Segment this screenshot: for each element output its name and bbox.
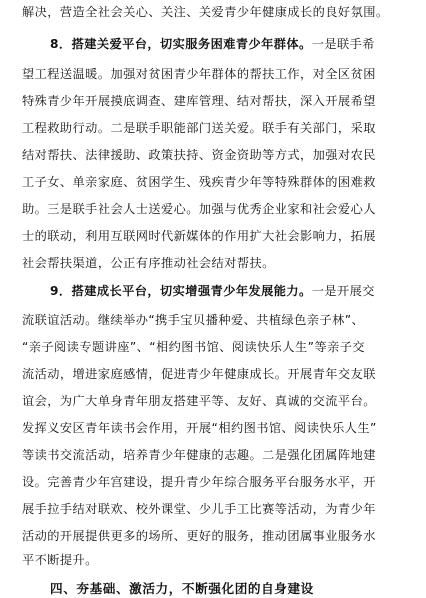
text-line: 社会帮扶渠道，公正有序推动社会结对帮扶。	[22, 256, 275, 270]
text-line: 展手拉手结对联欢、校外课堂、少儿手工比赛等活动，为青少年	[22, 502, 376, 516]
text-line: 设。完善青少年宫建设，提升青少年综合服务平台服务水平，开	[22, 475, 376, 489]
text-line: 助。三是联手社会人士送爱心。加强与优秀企业家和社会爱心人	[22, 202, 376, 216]
text-line: 解决，营造全社会关心、关注、关爱青少年健康成长的良好氛围。	[22, 5, 389, 19]
paragraph-9-lead: 一是开展交	[311, 284, 375, 298]
text-line: 士的联动，利用互联网时代新媒体的作用扩大社会影响力，拓展	[22, 229, 376, 243]
text-line: 工子女、单亲家庭、贫困学生、残疾青少年等特殊群体的困难救	[22, 175, 376, 189]
text-line: 流联谊活动。继续举办“携手宝贝播种爱、共植绿色亲子林”、	[22, 313, 365, 327]
text-line: 活动的开展提供更多的场所、更好的服务，推动团属事业服务水	[22, 529, 376, 543]
text-line: “亲子阅读专题讲座”、“相约图书馆、阅读快乐人生”等亲子交	[22, 340, 365, 354]
section-heading: 四、夯基础、激活力，不断强化团的自身建设	[50, 581, 314, 596]
paragraph-8-heading: 8．搭建关爱平台，切实服务困难青少年群体。	[50, 37, 312, 51]
text-line: 结对帮扶、法律援助、政策扶持、资金资助等方式，加强对农民	[22, 148, 376, 162]
text-line: 望工程送温暖。加强对贫困青少年群体的帮扶工作，对全区贫困	[22, 67, 376, 81]
text-line: 特殊青少年开展摸底调查、建库管理、结对帮扶，深入开展希望	[22, 94, 376, 108]
paragraph-9-first-line	[50, 283, 375, 300]
paragraph-8-lead: 一是联手希	[311, 37, 375, 51]
text-line: 等读书交流活动，培养青少年健康的志趣。二是强化团属阵地建	[22, 448, 376, 462]
text-line: 发挥义安区青年读书会作用，开展“相约图书馆、阅读快乐人生”	[22, 421, 377, 435]
text-line: 谊会，为广大单身青年朋友搭建平等、友好、真诚的交流平台。	[22, 394, 376, 408]
paragraph-8-first-line	[50, 36, 375, 53]
paragraph-9-heading: 9．搭建成长平台，切实增强青少年发展能力。	[50, 284, 312, 298]
text-line: 流活动，增进家庭感情，促进青少年健康成长。开展青年交友联	[22, 367, 376, 381]
text-line: 工程救助行动。二是联手职能部门送关爱。联手有关部门，采取	[22, 121, 376, 135]
text-line: 平不断提升。	[22, 553, 98, 567]
